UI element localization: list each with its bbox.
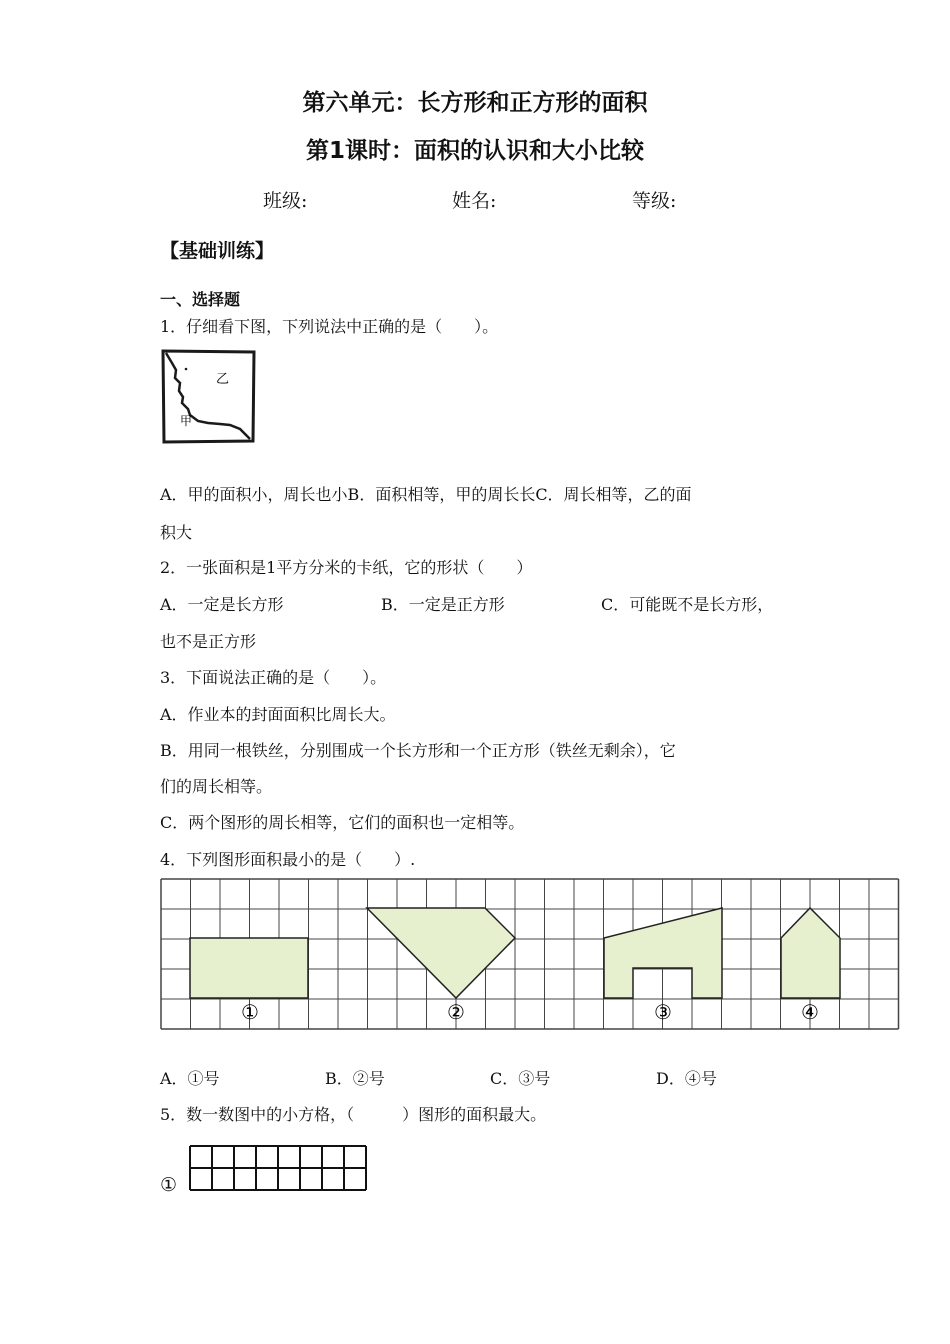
q2-stem: 2．一张面积是1平方分米的卡纸，它的形状（ ） [160, 558, 533, 577]
q4-label-2: ② [447, 1000, 465, 1024]
q4-option-d: D．④号 [656, 1069, 717, 1088]
q2-option-c-cont: 也不是正方形 [160, 632, 257, 651]
q4-option-a: A．①号 [160, 1069, 220, 1088]
q4-shape-2 [367, 908, 515, 998]
section-heading: 【基础训练】 [160, 240, 275, 262]
q1-label-yi: 乙 [216, 372, 230, 387]
q2-option-a: A．一定是长方形 [160, 595, 284, 614]
q1-stem: 1．仔细看下图，下列说法中正确的是（ ）。 [160, 317, 499, 336]
q3-option-b-line1: B．用同一根铁丝，分别围成一个长方形和一个正方形（铁丝无剩余），它 [160, 741, 676, 760]
q5-label-1: ① [160, 1174, 178, 1196]
q1-options-line2: 积大 [160, 523, 193, 542]
q4-stem: 4．下列图形面积最小的是（ ）. [160, 850, 416, 869]
q1-figure-boundary [166, 353, 250, 439]
grade-label: 等级: [632, 190, 677, 212]
q4-label-4: ④ [801, 1000, 819, 1024]
q3-stem: 3．下面说法正确的是（ ）。 [160, 668, 387, 687]
q2-option-b: B．一定是正方形 [381, 595, 505, 614]
q4-label-3: ③ [654, 1000, 672, 1024]
q1-figure [158, 345, 262, 447]
q3-option-a: A．作业本的封面面积比周长大。 [160, 705, 396, 724]
page-title: 第六单元：长方形和正方形的面积 [302, 90, 648, 116]
q1-options-line1: A．甲的面积小，周长也小B．面积相等，甲的周长长C．周长相等，乙的面 [160, 485, 692, 504]
q2-option-c: C．可能既不是长方形， [601, 595, 774, 614]
q5-stem: 5．数一数图中的小方格，（ ）图形的面积最大。 [160, 1105, 547, 1124]
q4-shape-4 [781, 908, 840, 998]
q4-grid-figure [160, 878, 902, 1030]
name-label: 姓名: [452, 190, 497, 212]
q4-label-1: ① [241, 1000, 259, 1024]
q4-option-c: C．③号 [490, 1069, 551, 1088]
q4-shape-1 [190, 938, 308, 998]
part-heading: 一、选择题 [160, 290, 241, 309]
class-label: 班级: [263, 190, 308, 212]
q1-label-jia: 甲 [180, 414, 193, 428]
q4-option-b: B．②号 [325, 1069, 385, 1088]
page-subtitle: 第1课时：面积的认识和大小比较 [305, 138, 644, 164]
q3-option-c: C．两个图形的周长相等，它们的面积也一定相等。 [160, 813, 525, 832]
q5-grid-figure [188, 1144, 370, 1194]
q5-gridlines [190, 1146, 366, 1190]
q3-option-b-line2: 们的周长相等。 [160, 777, 273, 796]
